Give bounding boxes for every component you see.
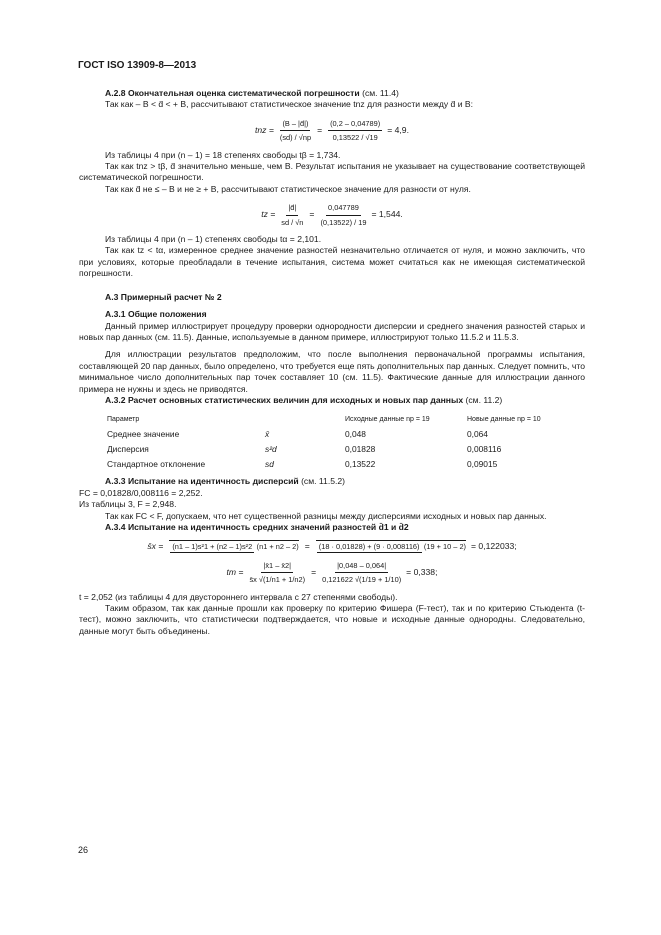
- fraction-numerator: (B – |d̄|): [280, 118, 310, 131]
- paragraph: Так как tz < tα, измеренное среднее значение разностей незначительно отличается от нуля, и можно заключить, что при условиях, которые преобладали в течение испытания, система может считаться как не имеющая систематической погрешности.: [79, 245, 585, 279]
- fraction-numerator: 0,047789: [326, 202, 361, 215]
- section-a28-heading: [79, 88, 585, 99]
- section-number: А.3.4: [105, 521, 126, 532]
- formula-tm: tm = $\frac{|x̄1 - x̄2|}{s̄x √(1/n1 + 1/n2)}$ = $\frac{|0,048 - 0,064|}{0,121622 √(1/19 + 1/10)}$ = 0,338;: [226, 560, 438, 585]
- table-row: [107, 457, 581, 472]
- section-title: Расчет основных статистических величин для исходных и новых пар данных: [127, 394, 464, 405]
- formula-lhs: tz =: [261, 209, 276, 220]
- table-header-row: [107, 412, 581, 427]
- fraction: [281, 202, 303, 228]
- fraction-numerator: |d̄|: [286, 202, 298, 215]
- formula-result: = 0,338;: [406, 566, 438, 577]
- table-cell: Среднее значение: [107, 429, 180, 440]
- fraction-denominator: (19 + 10 – 2): [423, 542, 467, 552]
- fraction-numerator: (n1 – 1)s²1 + (n2 – 1)s²2: [172, 542, 253, 552]
- formula-lhs: tnz =: [255, 125, 274, 136]
- fraction-numerator: (18 · 0,01828) + (9 · 0,008116): [318, 542, 420, 552]
- section-title: Окончательная оценка систематической погрешности: [127, 88, 360, 98]
- fraction-denominator: sd / √n: [281, 217, 304, 227]
- table-cell: 0,008116: [467, 444, 502, 455]
- fraction: [169, 540, 298, 552]
- fraction-denominator: s̄x √(1/n1 + 1/n2): [249, 575, 306, 585]
- section-title: Общие положения: [127, 309, 207, 320]
- table-row: [107, 427, 581, 442]
- table-cell: 0,064: [467, 429, 488, 440]
- table-row: [107, 442, 581, 457]
- fraction-denominator: (sd) / √np: [279, 133, 312, 143]
- paragraph: Так как tnz > tβ, d̄ значительно меньше, чем B. Результат испытания не указывает на существование соответствующей систематической погрешности.: [79, 161, 585, 183]
- section-a33-heading: [79, 476, 585, 487]
- page-number: 26: [78, 845, 89, 855]
- fraction-numerator: (0,2 – 0,04789): [328, 118, 382, 131]
- paragraph: Так как d̄ не ≤ – B и не ≥ + B, рассчитывают статистическое значение для разности от нуля.: [105, 183, 471, 194]
- fraction: [316, 540, 466, 552]
- formula-sx: s̄x = (n1 – 1)s²1 + (n2 – 1)s²2 (n1 + n2 – 2) = (18 · 0,01828) + (9 · 0,008116) (19 + 10 – 2) = 0,122033;: [147, 540, 517, 552]
- section-a31-heading: [79, 309, 585, 320]
- fraction-numerator: |x̄1 – x̄2|: [261, 560, 293, 573]
- fraction: [280, 118, 311, 144]
- paragraph: Из таблицы 4 при (n – 1) степенях свободы tα = 2,101.: [105, 234, 322, 245]
- fraction: [322, 560, 401, 586]
- table-header-cell: Новые данные np = 10: [467, 416, 541, 424]
- table-header-cell: Параметр: [107, 416, 140, 424]
- formula-lhs: s̄x =: [147, 540, 164, 551]
- formula-result: = 0,122033;: [471, 540, 517, 551]
- section-number: А.3.2: [105, 394, 126, 405]
- fraction-denominator: 0,13522 / √19: [332, 133, 378, 143]
- section-number: А.3.1: [105, 309, 126, 320]
- table-cell: s²d: [265, 444, 277, 455]
- table-cell: x̄: [265, 429, 270, 440]
- section-number: А.2.8: [105, 88, 126, 98]
- fraction: [320, 202, 366, 228]
- fraction: [328, 118, 382, 144]
- section-title: Испытание на идентичность дисперсий: [127, 476, 299, 487]
- paragraph: Из таблицы 4 при (n – 1) = 18 степенях свободы tβ = 1,734.: [105, 149, 341, 160]
- fraction: [249, 560, 305, 586]
- section-ref: (см. 11.2): [465, 394, 503, 405]
- statistics-table: [107, 412, 581, 472]
- formula-result: = 4,9.: [387, 125, 409, 136]
- table-cell: sd: [265, 459, 274, 470]
- fraction-denominator: (0,13522) / 19: [320, 217, 367, 227]
- paragraph: t = 2,052 (из таблицы 4 для двустороннего интервала с 27 степенями свободы).: [79, 591, 398, 602]
- paragraph: Так как FC < F, допускаем, что нет существенной разницы между дисперсиями исходных и новых пар данных.: [105, 510, 547, 521]
- paragraph: Для иллюстрации результатов предположим, что после выполнения первоначальной программы испытания, составляющей 20 пар данных, было определено, что требуется еще пять дополнительных пар данных. Следует помнить, что минимальное число дополнительных пар точек составляет 10 (см. 11.5). Фактические данные для иллюстрации данного примера не нужны и здесь не приводятся.: [79, 349, 585, 394]
- table-header-cell: [265, 412, 345, 427]
- formula-result: = 1,544.: [371, 209, 403, 220]
- paragraph: Таким образом, так как данные прошли как проверку по критерию Фишера (F-тест), так и по критерию Стьюдента (t-тест), можно заключить, что статистически подтверждается, что новые и исходные данные однородны. Следовательно, данные могут быть объединены.: [79, 603, 585, 636]
- table-header-cell: Исходные данные np = 19: [345, 416, 430, 424]
- table-cell: 0,01828: [345, 444, 376, 455]
- formula-tz: tz = $\frac{|d̄|}{sd / √n}$ = $\frac{0,047789}{(0,13522) / 19}$ = 1,544.: [261, 203, 403, 227]
- paragraph: Данный пример иллюстрирует процедуру проверки однородности дисперсии и среднего значения разностей старых и новых пар данных (см. 11.5). Данные, используемые в данном примере, иллюстрируют только 11.5.2 и 11.5.3.: [79, 320, 585, 342]
- section-title: А.3 Примерный расчет № 2: [105, 291, 222, 302]
- formula-tnz: tnz = $\frac{(B - |d̄|)}{(sd) / √np}$ = $\frac{(0,2 - 0,04789)}{0,13522 / √19}$ = 4,9.: [255, 118, 409, 143]
- document-header: ГОСТ ISO 13909-8—2013: [78, 60, 197, 71]
- section-a34-heading: [79, 522, 585, 533]
- paragraph: Так как – B < d̄ < + B, рассчитывают статистическое значение tnz для разности между d̄ и B:: [105, 99, 474, 110]
- section-ref: (см. 11.4): [362, 88, 399, 98]
- section-a3-heading: [79, 292, 585, 303]
- paragraph: Из таблицы 3, F = 2,948.: [79, 499, 177, 510]
- section-title: Испытание на идентичность средних значений разностей d̄1 и d̄2: [127, 521, 409, 532]
- table-cell: 0,13522: [345, 459, 376, 470]
- fraction-numerator: |0,048 – 0,064|: [335, 560, 388, 573]
- fraction-denominator: (n1 + n2 – 2): [256, 542, 299, 552]
- formula-lhs: tm =: [226, 566, 244, 577]
- page-body: [79, 88, 585, 637]
- table-cell: Дисперсия: [107, 444, 149, 455]
- table-cell: Стандартное отклонение: [107, 459, 206, 470]
- section-a32-heading: [79, 395, 585, 406]
- fraction-denominator: 0,121622 √(1/19 + 1/10): [322, 575, 402, 585]
- table-cell: 0,048: [345, 429, 366, 440]
- table-cell: 0,09015: [467, 459, 498, 470]
- paragraph: FC = 0,01828/0,008116 = 2,252.: [79, 487, 203, 498]
- section-number: А.3.3: [105, 476, 126, 487]
- section-ref: (см. 11.5.2): [301, 476, 346, 487]
